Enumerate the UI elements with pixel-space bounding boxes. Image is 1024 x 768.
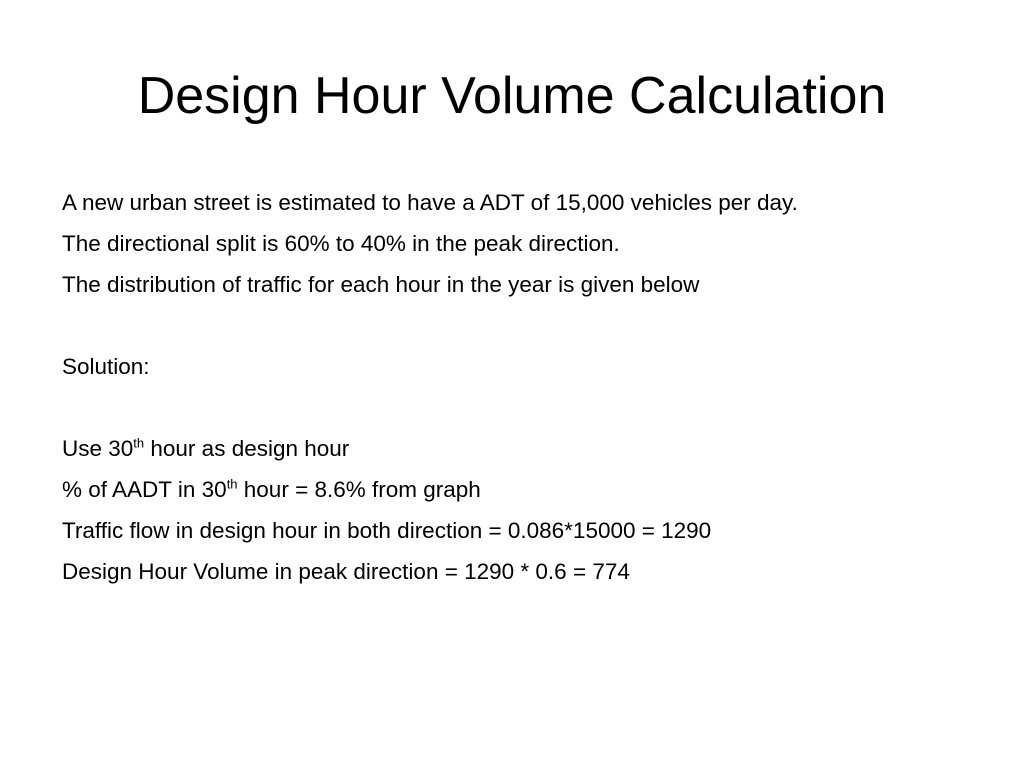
step-traffic-flow: Traffic flow in design hour in both direction = 0.086*15000 = 1290 bbox=[62, 518, 712, 543]
problem-line-distribution: The distribution of traffic for each hour in the year is given below bbox=[62, 272, 700, 297]
step-aadt-percent bbox=[62, 469, 1002, 510]
spacer bbox=[62, 305, 1002, 346]
ordinal-suffix: th bbox=[133, 435, 145, 451]
slide-title: Design Hour Volume Calculation bbox=[137, 67, 887, 125]
slide-body bbox=[62, 182, 1002, 592]
step-design-hour-text: Use 30 bbox=[62, 436, 134, 461]
step-design-hour bbox=[62, 428, 1002, 469]
step-dhv-peak: Design Hour Volume in peak direction = 1290 * 0.6 = 774 bbox=[62, 559, 630, 584]
spacer bbox=[62, 387, 1002, 428]
solution-label: Solution: bbox=[62, 354, 150, 379]
step-design-hour-rest: hour as design hour bbox=[144, 436, 350, 461]
problem-line-adt: A new urban street is estimated to have a ADT of 15,000 vehicles per day. bbox=[62, 190, 798, 215]
ordinal-suffix: th bbox=[226, 476, 238, 492]
step-aadt-percent-rest: hour = 8.6% from graph bbox=[237, 477, 481, 502]
problem-line-directional-split: The directional split is 60% to 40% in the peak direction. bbox=[62, 231, 620, 256]
step-aadt-percent-text: % of AADT in 30 bbox=[62, 477, 227, 502]
